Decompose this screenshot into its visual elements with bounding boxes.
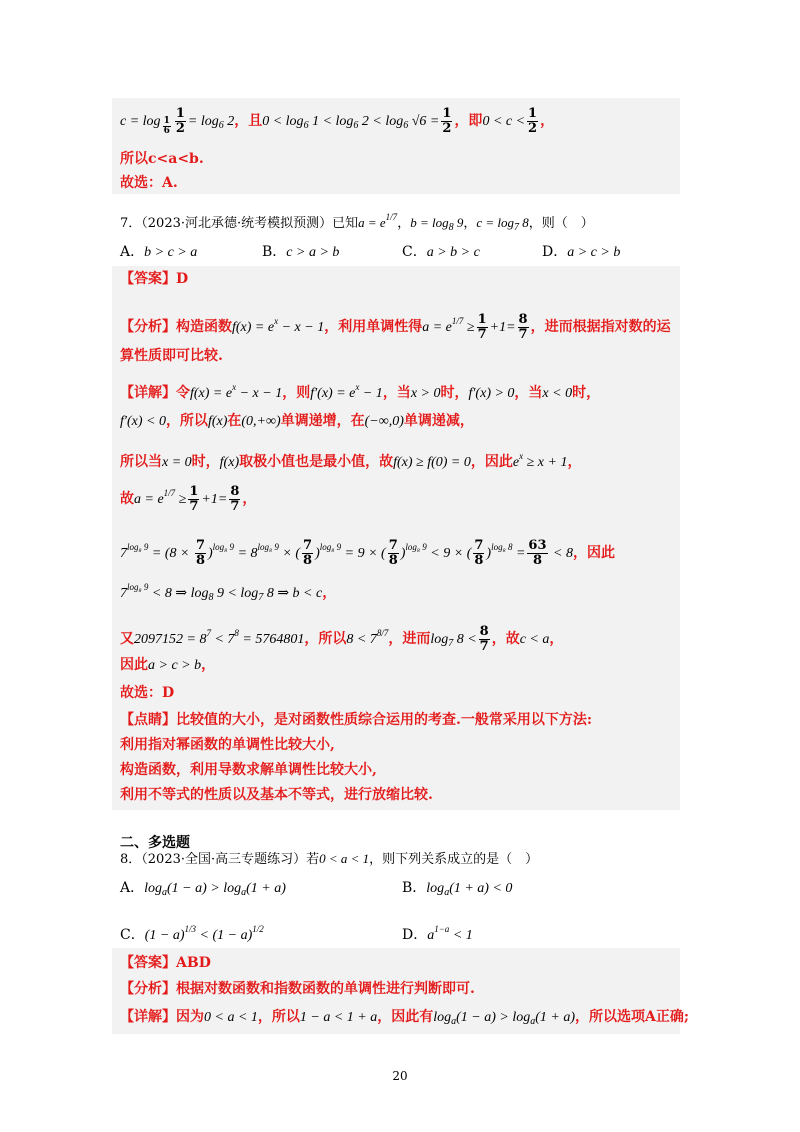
q8-option-b[interactable]: B．$\log_a(1 + a) < 0$ bbox=[402, 880, 513, 898]
q7-analysis-line-1: 【分析】构造函数$f(x) = e^x - x - 1$，利用单调性得$a = e^{1/7}$ ≥ $\frac{1}{7}$ +1= $\frac{8}{7}$ ，进而根据指对数的运 bbox=[120, 311, 671, 342]
q7-tip-line-4: 利用不等式的性质以及基本不等式，进行放缩比较. bbox=[120, 787, 433, 803]
q7-detail-line-2: f′(x) < 0，所以f(x)在(0,+∞)单调递增，在(−∞,0)单调递减， bbox=[120, 413, 474, 429]
q8-answer: 【答案】ABD bbox=[120, 955, 211, 971]
q7-detail-line-7: 又$2097152 = 8^7 < 7^8 = 5764801$，所以$8 < 7^{8/7}$，进而$\log_7 8$ < $\frac{8}{7}$ ，故c < a， bbox=[120, 623, 564, 654]
q7-analysis-line-2: 算性质即可比较. bbox=[120, 348, 223, 364]
prev-line-2: 所以c<a<b. bbox=[120, 151, 204, 167]
q7-tip-line-2: 利用指对幂函数的单调性比较大小, bbox=[120, 737, 335, 753]
q7-option-b[interactable]: B．c > a > b bbox=[262, 244, 340, 260]
page-number: 20 bbox=[392, 1069, 408, 1083]
q7-option-c[interactable]: C．a > b > c bbox=[402, 244, 480, 260]
q7-answer: 【答案】D bbox=[120, 271, 189, 287]
section-title: 二、多选题 bbox=[120, 835, 190, 851]
q8-option-c[interactable]: C．$(1 - a)^{1/3} < (1 - a)^{1/2}$ bbox=[120, 924, 264, 943]
q7-tip-line-1: 【点睛】比较值的大小，是对函数性质综合运用的考查.一般常采用以下方法: bbox=[120, 712, 593, 728]
q7-detail-line-4: 故$a = e^{1/7}$ ≥ $\frac{1}{7}$ +1= $\frac{8}{7}$ ， bbox=[120, 483, 257, 514]
q7-detail-line-5: $7^{log_8 9} = (8$ × $\frac{7}{8}$ )$^{log_8 9} = 8^{log_8 9}$ × ( $\frac{7}{8}$ )$^{log_8 9}$ = 9 × ( $\frac{7}{8}$ )$^{log_8 9}$ < 9 × ( $\frac{7}{8}$ )$^{log_8 8}$ = $\frac{63}{8}$ < 8，因此 bbox=[120, 537, 615, 568]
q7-detail-line-3: 所以当x = 0时，f(x)取极小值也是最小值，故f(x) ≥ f(0) = 0，因此$e^x \ge x + 1$， bbox=[120, 451, 582, 470]
q7-option-a[interactable]: A．b > c > a bbox=[120, 244, 198, 260]
q8-stem: 8．（2023·全国·高三专题练习）若0 < a < 1，则下列关系成立的是（ ） bbox=[120, 851, 539, 867]
q7-stem: 7．（2023·河北承德·统考模拟预测）已知$a = e^{1/7}$，$b = \log_8 9$，$c = \log_7 8$，则（ ） bbox=[120, 212, 594, 233]
q8-option-d[interactable]: D．$a^{1-a} < 1$ bbox=[402, 924, 473, 943]
q7-detail-line-6: $7^{log_8 9} < 8$ ⇒ $\log_8 9 < \log_7 8$ ⇒ b < c， bbox=[120, 582, 337, 603]
q7-tip-line-3: 构造函数，利用导数求解单调性比较大小, bbox=[120, 762, 377, 778]
q8-analysis: 【分析】根据对数函数和指数函数的单调性进行判断即可. bbox=[120, 981, 475, 997]
prev-line-1: c = log $\frac{1}{6}$ $\frac{1}{2}$ = $\log_6 2$，且$0 < \log_6 1 < \log_6 2 < \log_6 √6$ = $\frac{1}{2}$ ，即0 < c < $\frac{1}{2}$ ， bbox=[120, 105, 555, 136]
q7-choice: 故选：D bbox=[120, 685, 175, 701]
q7-option-d[interactable]: D．a > c > b bbox=[542, 244, 621, 260]
q7-detail-line-1: 【详解】令$f(x) = e^x - x - 1$，则$f'(x) = e^x - 1$，当x > 0时，f′(x) > 0，当x < 0时， bbox=[120, 382, 601, 401]
q7-detail-line-8: 因此a > c > b， bbox=[120, 657, 216, 673]
q8-detail: 【详解】因为0 < a < 1，所以1 − a < 1 + a，因此有$\log_a(1 - a) > \log_a(1 + a)$，所以选项A正确; bbox=[120, 1009, 690, 1027]
prev-line-3: 故选：A. bbox=[120, 175, 178, 191]
q8-option-a[interactable]: A．$\log_a(1 - a) > \log_a(1 + a)$ bbox=[120, 880, 286, 898]
